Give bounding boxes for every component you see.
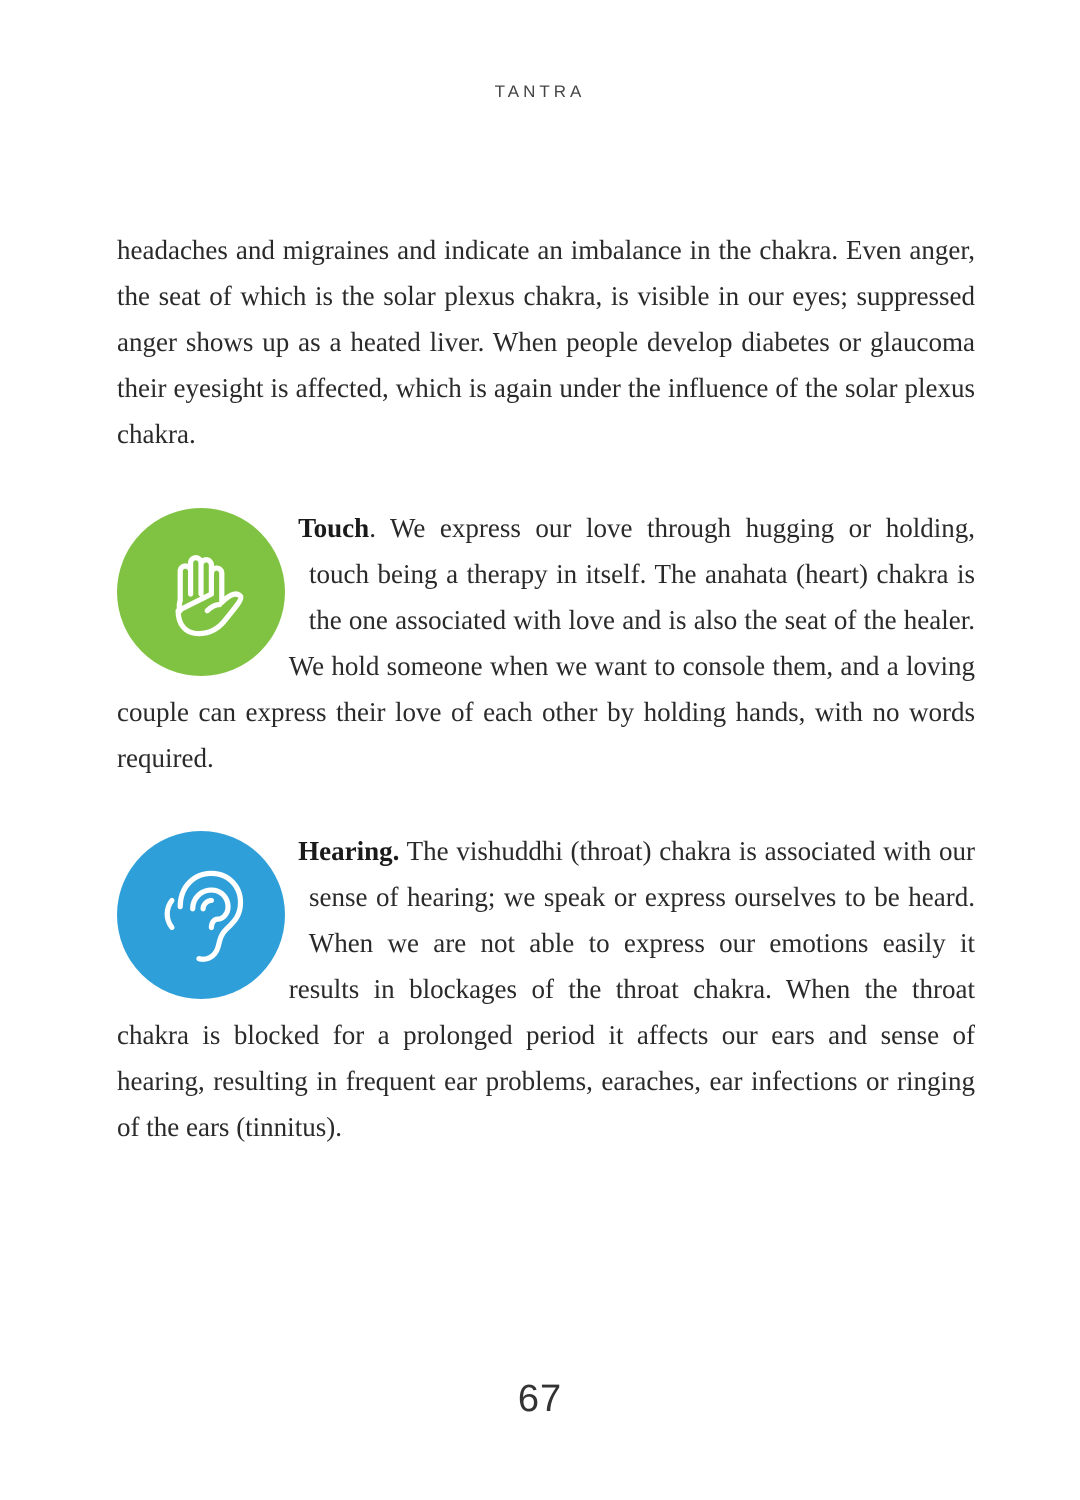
touch-heading: Touch (298, 513, 370, 543)
page-number: 67 (517, 1378, 563, 1420)
hearing-paragraph (117, 828, 975, 1150)
touch-body: We express our love through hugging or holding, touch being a therapy in itself. The anahata (heart) chakra is the one associated with love and is also the seat of the healer. We hold someone when we want to console them, and a loving couple can express their love of each other by holding hands, with no words required. (117, 513, 975, 773)
hand-icon (117, 508, 285, 676)
touch-paragraph (117, 505, 975, 781)
hearing-heading: Hearing. (298, 836, 400, 866)
running-head: TANTRA (494, 82, 586, 101)
hearing-section (117, 828, 975, 1150)
touch-heading-punct: . (369, 513, 376, 543)
intro-section (117, 227, 975, 457)
touch-section (117, 505, 975, 781)
intro-paragraph: headaches and migraines and indicate an imbalance in the chakra. Even anger, the seat of which is the solar plexus chakra, is visible in our eyes; suppressed anger shows up as a heated liver. When people develop diabetes or glaucoma their eyesight is affected, which is again under the influence of the solar plexus chakra. (117, 235, 975, 449)
hearing-body: The vishuddhi (throat) chakra is associated with our sense of hearing; we speak or express ourselves to be heard. When we are not able to express our emotions easily it results in blockages of the throat chakra. When the throat chakra is blocked for a prolonged period it affects our ears and sense of hearing, resulting in frequent ear problems, earaches, ear infections or ringing of the ears (tinnitus). (117, 836, 975, 1142)
ear-icon (117, 831, 285, 999)
